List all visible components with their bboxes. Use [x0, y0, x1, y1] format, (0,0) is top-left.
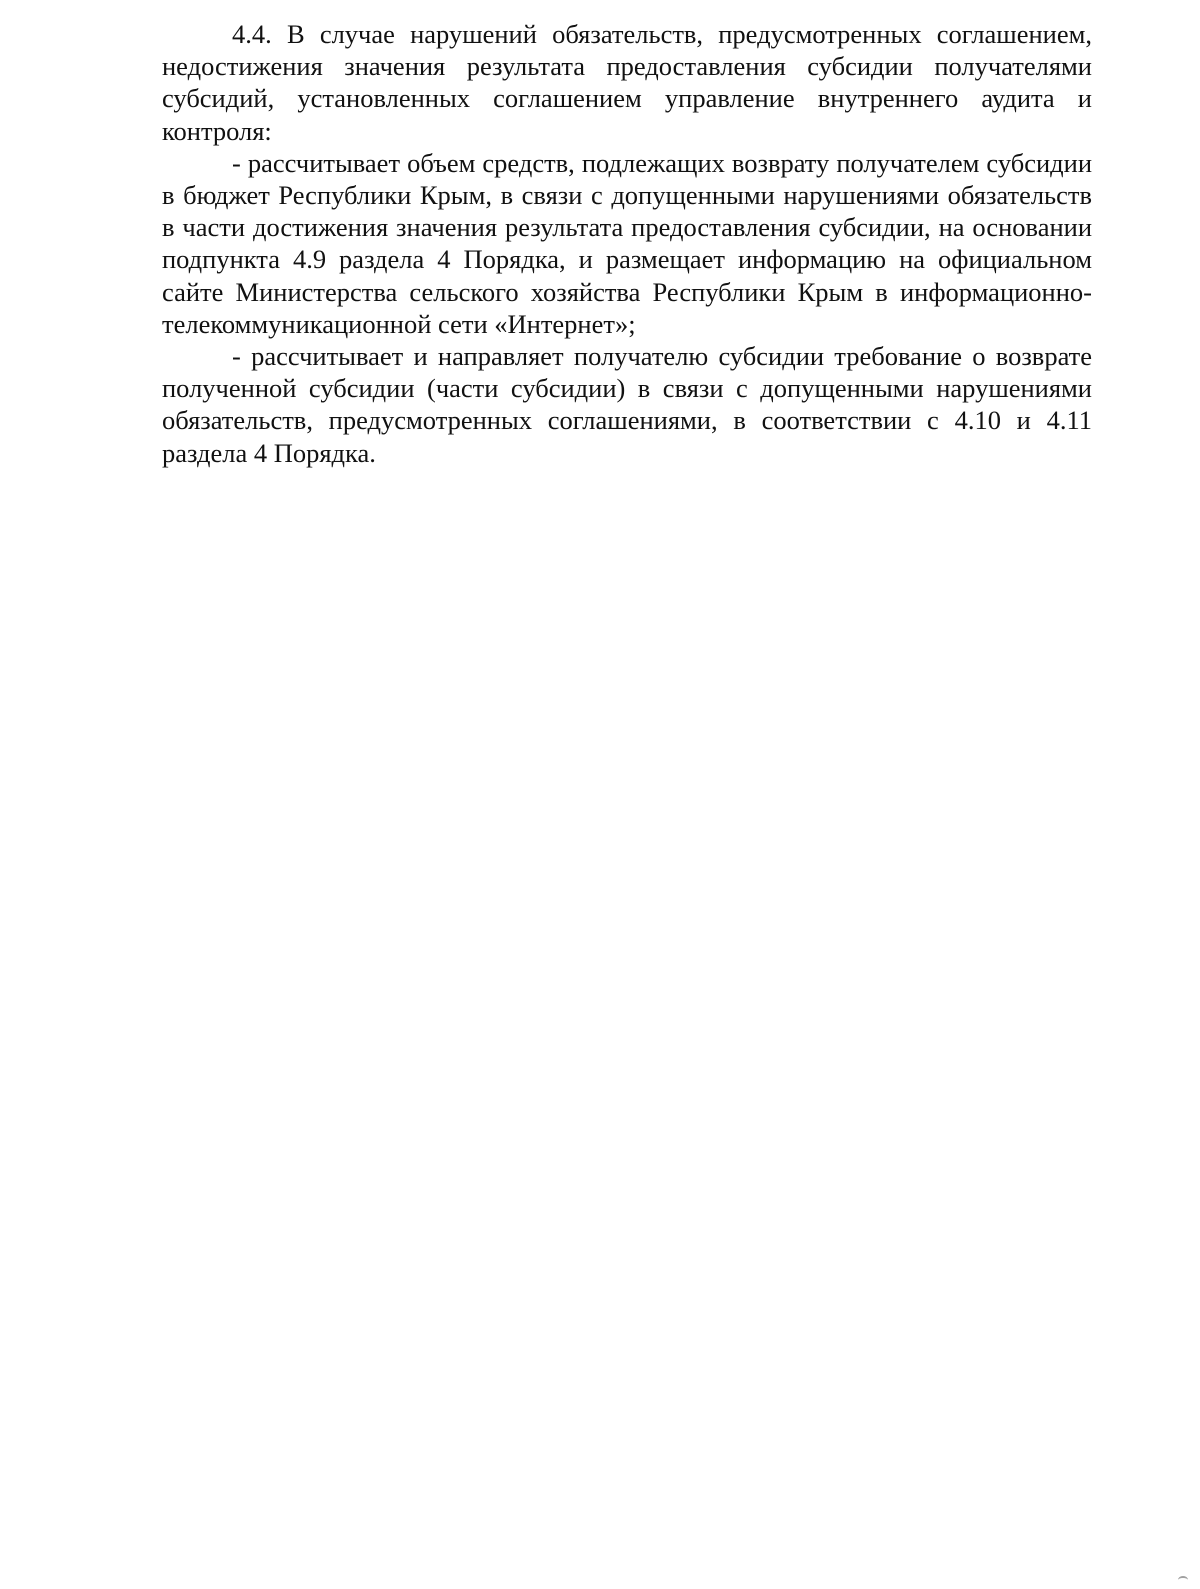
paragraph-calculate-refund: - рассчитывает объем средств, подлежащих возврату получателем субсидии в бюджет Республики Крым, в связи с допущенными нарушениями обязательств в части достижения значения результата предоставления субсидии, на основании подпункта 4.9 раздела 4 Порядка, и размещает информацию на официальном сайте Министерства сельского хозяйства Республики Крым в информационно-телекоммуникационной сети «Интернет»; — [162, 147, 1092, 339]
paragraph-4-4: 4.4. В случае нарушений обязательств, предусмотренных соглашением, недостижения значения результата предоставления субсидии получателями субсидий, установленных соглашением управление внутреннего аудита и контроля: — [162, 19, 1092, 146]
paragraph-return-requirement: - рассчитывает и направляет получателю субсидии требование о возврате полученной субсидии (части субсидии) в связи с допущенными нарушениями обязательств, предусмотренных соглашениями, в соответствии с 4.10 и 4.11 раздела 4 Порядка. — [162, 341, 1092, 468]
scan-mark — [1178, 1576, 1188, 1584]
document-body — [162, 18, 1092, 469]
